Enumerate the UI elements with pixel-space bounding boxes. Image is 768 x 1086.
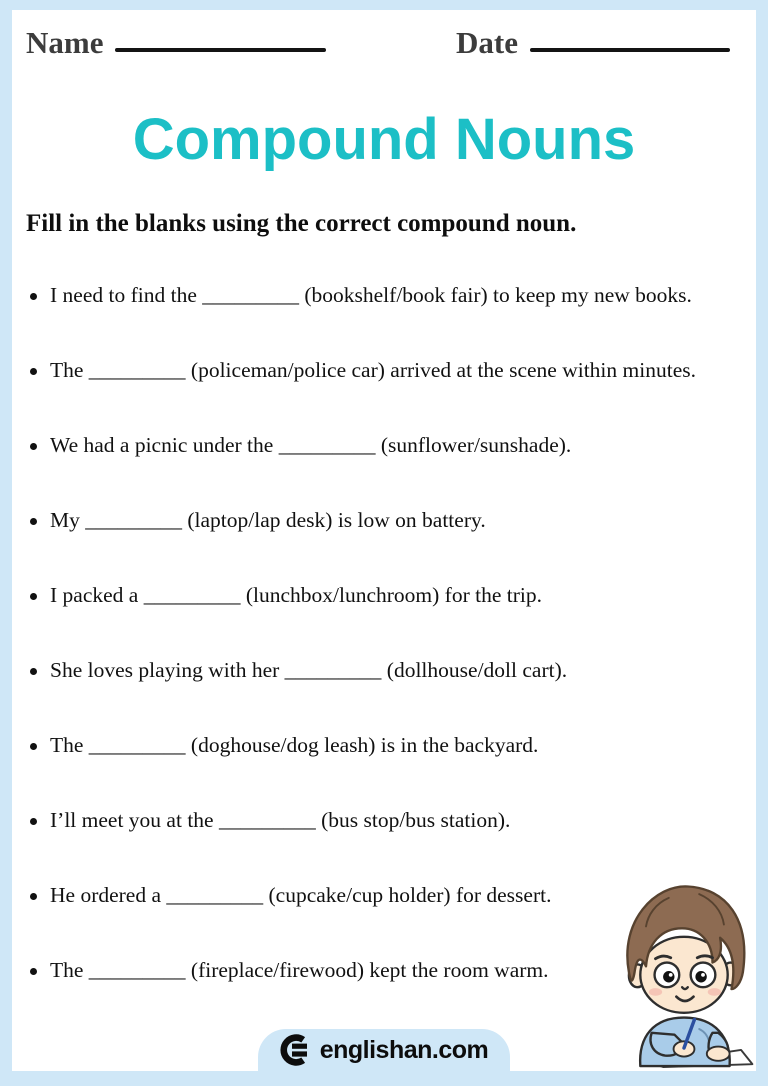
bullet-dot: [30, 368, 37, 375]
bullet-dot: [30, 443, 37, 450]
question-item-4: [28, 507, 756, 535]
question-item-3: [28, 432, 756, 460]
question-text: I’ll meet you at the _________ (bus stop/bus station).: [50, 808, 511, 833]
boy-writing-illustration: [608, 876, 760, 1068]
brand-name: englishan.com: [319, 1035, 489, 1064]
question-item-7: [28, 732, 756, 760]
englishan-logo-icon: [280, 1034, 312, 1066]
bullet-dot: [30, 518, 37, 525]
page-title: Compound Nouns: [132, 107, 636, 173]
header: [12, 10, 756, 60]
date-label: Date: [456, 25, 518, 60]
footer-brand-pill: [258, 1029, 510, 1071]
bullet-dot: [30, 743, 37, 750]
question-text: He ordered a _________ (cupcake/cup holder) for dessert.: [50, 883, 552, 908]
question-text: I need to find the _________ (bookshelf/book fair) to keep my new books.: [50, 283, 692, 308]
question-text: I packed a _________ (lunchbox/lunchroom) for the trip.: [50, 583, 542, 608]
question-item-6: [28, 657, 756, 685]
question-item-8: [28, 807, 756, 835]
name-field: [26, 26, 326, 60]
question-text: She loves playing with her _________ (dollhouse/doll cart).: [50, 658, 568, 683]
name-label: Name: [26, 25, 104, 60]
question-item-5: [28, 582, 756, 610]
question-text: My _________ (laptop/lap desk) is low on battery.: [50, 508, 486, 533]
question-text: The _________ (doghouse/dog leash) is in the backyard.: [50, 733, 539, 758]
question-item-1: [28, 282, 756, 310]
question-text: The _________ (policeman/police car) arrived at the scene within minutes.: [50, 358, 696, 383]
bullet-dot: [30, 293, 37, 300]
bullet-dot: [30, 968, 37, 975]
question-item-2: [28, 357, 756, 385]
bullet-dot: [30, 893, 37, 900]
date-field: [456, 26, 730, 60]
question-text: We had a picnic under the _________ (sunflower/sunshade).: [50, 433, 572, 458]
date-blank-line: [530, 48, 730, 52]
question-text: The _________ (fireplace/firewood) kept the room warm.: [50, 958, 549, 983]
name-blank-line: [115, 48, 326, 52]
bullet-dot: [30, 593, 37, 600]
bullet-dot: [30, 818, 37, 825]
bullet-dot: [30, 668, 37, 675]
instruction-heading: Fill in the blanks using the correct compound noun.: [26, 209, 577, 237]
